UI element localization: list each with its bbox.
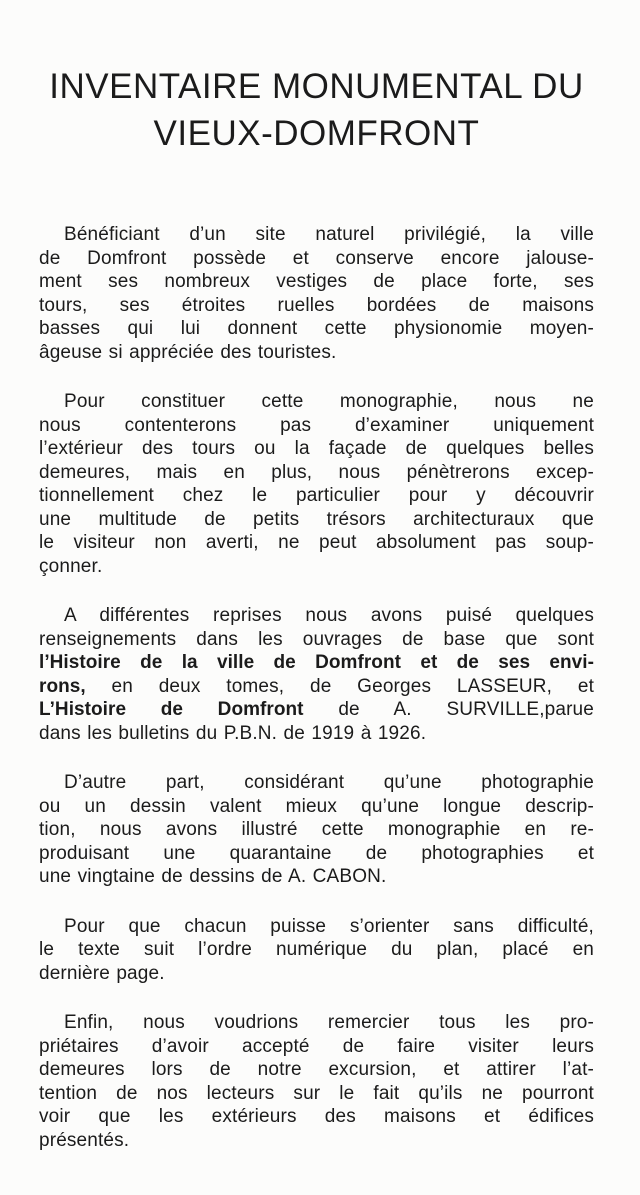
- bold-text-segment: L’Histoire de Domfront: [39, 699, 304, 721]
- text-line: [39, 962, 594, 986]
- text-segment: dans les bulletins du P.B.N. de 1919 à 1926.: [39, 722, 427, 744]
- text-line: [39, 555, 594, 579]
- text-segment: ment ses nombreux vestiges de place forte, ses: [39, 271, 594, 293]
- text-segment: Pour que chacun puisse s’orienter sans difficulté,: [64, 915, 594, 937]
- text-line: [39, 651, 594, 675]
- text-line: [39, 390, 594, 414]
- text-line: [39, 414, 594, 438]
- text-line: [39, 818, 594, 842]
- bold-text-segment: rons,: [39, 675, 86, 697]
- text-segment: priétaires d’avoir accepté de faire visiter leurs: [39, 1035, 594, 1057]
- text-segment: tionnellement chez le particulier pour y découvrir: [39, 485, 594, 507]
- text-segment: tention de nos lecteurs sur le fait qu’ils ne pourront: [39, 1082, 594, 1104]
- paragraph: [39, 771, 594, 889]
- paragraph: [39, 390, 594, 578]
- text-segment: demeures lors de notre excursion, et attirer l’at-: [39, 1059, 594, 1081]
- text-line: [39, 722, 594, 746]
- text-segment: de A. SURVILLE,parue: [303, 699, 594, 721]
- text-line: [39, 1058, 594, 1082]
- text-line: [39, 938, 594, 962]
- text-segment: renseignements dans les ouvrages de base que sont: [39, 628, 594, 650]
- text-segment: tion, nous avons illustré cette monographie en re-: [39, 819, 594, 841]
- text-line: [39, 531, 594, 555]
- text-line: [39, 842, 594, 866]
- text-segment: demeures, mais en plus, nous pénètrerons excep-: [39, 461, 594, 483]
- text-line: [39, 270, 594, 294]
- text-line: [39, 317, 594, 341]
- page-title-line-2: VIEUX-DOMFRONT: [153, 114, 480, 154]
- text-line: [39, 1105, 594, 1129]
- text-line: [39, 247, 594, 271]
- text-segment: Enfin, nous voudrions remercier tous les pro-: [64, 1012, 594, 1034]
- paragraph: [39, 1011, 594, 1152]
- text-line: [39, 628, 594, 652]
- text-segment: ou un dessin valent mieux qu’une longue descrip-: [39, 795, 594, 817]
- text-line: [39, 1129, 594, 1153]
- text-line: [39, 675, 594, 699]
- text-line: [39, 437, 594, 461]
- text-segment: en deux tomes, de Georges LASSEUR, et: [85, 675, 594, 697]
- text-segment: le visiteur non averti, ne peut absolument pas soup-: [39, 532, 594, 554]
- text-segment: çonner.: [39, 555, 103, 577]
- text-segment: dernière page.: [39, 962, 165, 984]
- text-line: [39, 1082, 594, 1106]
- text-line: [39, 508, 594, 532]
- paragraph: [39, 223, 594, 364]
- text-line: [39, 223, 594, 247]
- text-segment: basses qui lui donnent cette physionomie moyen-: [39, 318, 594, 340]
- text-line: [39, 294, 594, 318]
- text-line: [39, 604, 594, 628]
- text-line: [39, 915, 594, 939]
- page-title-line-1: INVENTAIRE MONUMENTAL DU: [49, 67, 584, 107]
- text-segment: Pour constituer cette monographie, nous ne: [64, 391, 594, 413]
- text-segment: Bénéficiant d’un site naturel privilégié, la ville: [64, 224, 594, 246]
- text-line: [39, 1035, 594, 1059]
- text-line: [39, 865, 594, 889]
- text-segment: nous contenterons pas d’examiner uniquement: [39, 414, 594, 436]
- page-title: [39, 63, 594, 157]
- page-body: [39, 223, 594, 1152]
- text-segment: l’extérieur des tours ou la façade de quelques belles: [39, 438, 594, 460]
- text-line: [39, 795, 594, 819]
- text-segment: tours, ses étroites ruelles bordées de maisons: [39, 294, 594, 316]
- text-segment: A différentes reprises nous avons puisé quelques: [64, 605, 594, 627]
- text-segment: une multitude de petits trésors architecturaux que: [39, 508, 594, 530]
- text-line: [39, 484, 594, 508]
- text-line: [39, 341, 594, 365]
- text-line: [39, 698, 594, 722]
- text-segment: produisant une quarantaine de photographies et: [39, 842, 594, 864]
- text-segment: de Domfront possède et conserve encore jalouse-: [39, 247, 594, 269]
- text-segment: présentés.: [39, 1129, 130, 1151]
- text-segment: D’autre part, considérant qu’une photographie: [64, 772, 594, 794]
- text-line: [39, 1011, 594, 1035]
- text-segment: le texte suit l’ordre numérique du plan, placé en: [39, 939, 594, 961]
- text-segment: une vingtaine de dessins de A. CABON.: [39, 866, 387, 888]
- text-line: [39, 461, 594, 485]
- paragraph: [39, 604, 594, 745]
- text-segment: voir que les extérieurs des maisons et édifices: [39, 1106, 594, 1128]
- text-line: [39, 771, 594, 795]
- paragraph: [39, 915, 594, 986]
- text-segment: âgeuse si appréciée des touristes.: [39, 341, 337, 363]
- bold-text-segment: l’Histoire de la ville de Domfront et de ses envi-: [39, 652, 594, 674]
